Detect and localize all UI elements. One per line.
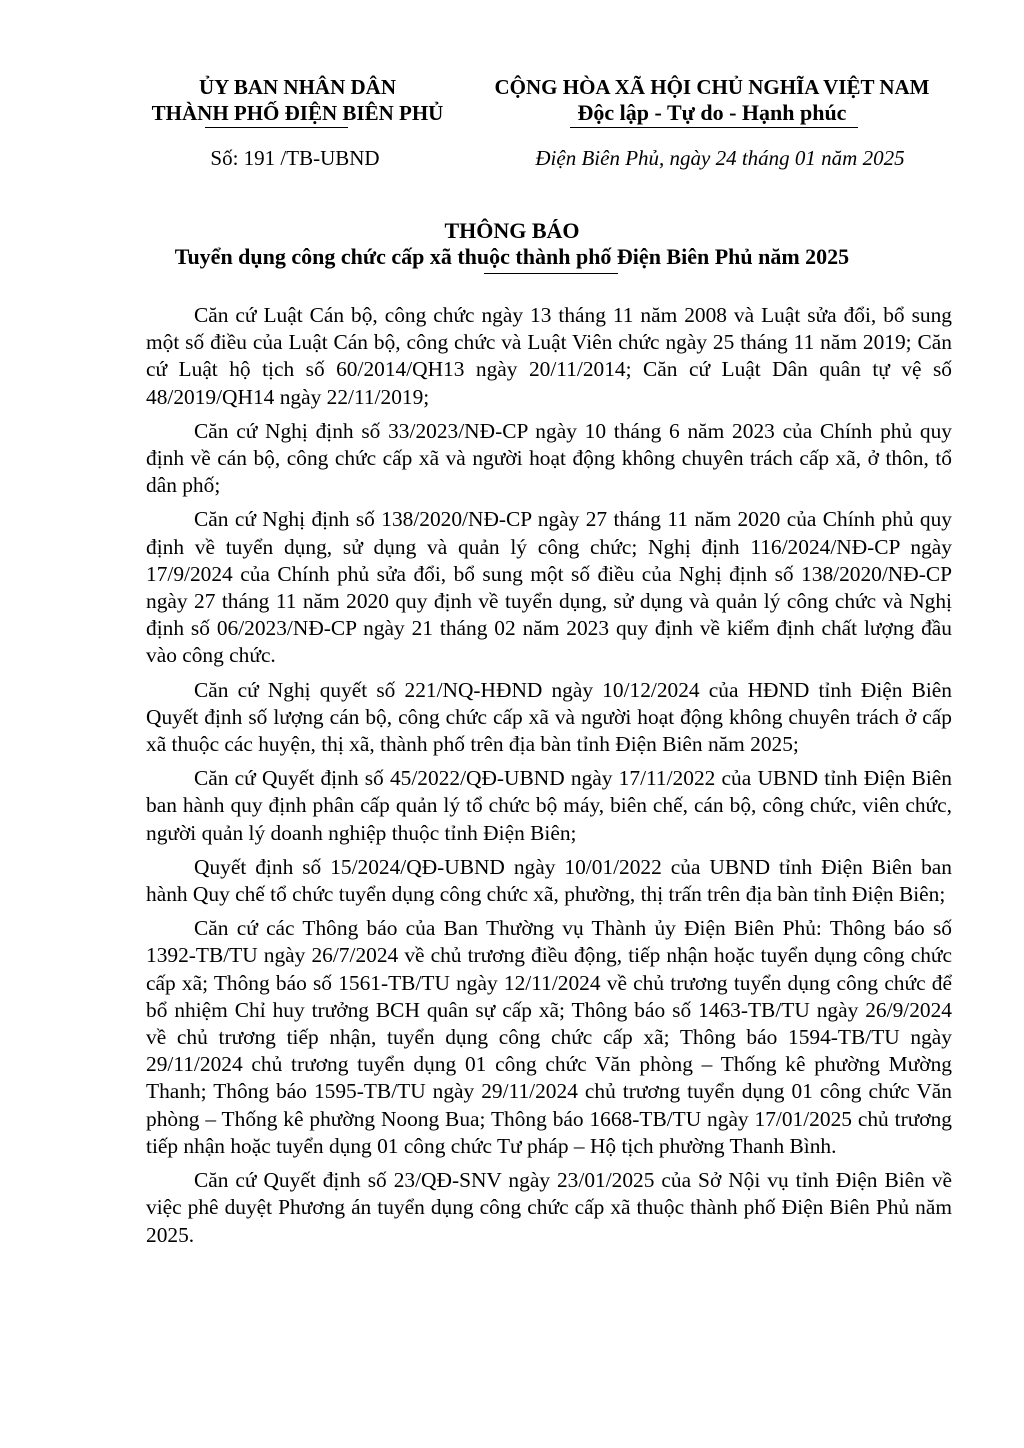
legal-basis-paragraph: Căn cứ Quyết định số 23/QĐ-SNV ngày 23/01/2025 của Sở Nội vụ tỉnh Điện Biên về việc phê duyệt Phương án tuyển dụng công chức cấp xã thuộc thành phố Điện Biên Phủ năm 2025. — [146, 1168, 952, 1247]
title-subject: Tuyển dụng công chức cấp xã thuộc thành phố Điện Biên Phủ năm 2025 — [174, 244, 850, 269]
legal-basis-paragraph: Căn cứ Nghị quyết số 221/NQ-HĐND ngày 10/12/2024 của HĐND tỉnh Điện Biên Quyết định số lượng cán bộ, công chức cấp xã và người hoạt động không chuyên trách ở cấp xã thuộc các huyện, thị xã, thành phố trên địa bàn tỉnh Điện Biên năm 2025; — [146, 677, 952, 757]
motto-underline — [570, 127, 858, 128]
national-heading — [468, 74, 956, 126]
document-number: Số: 191 /TB-UBND — [210, 146, 380, 170]
legal-basis-paragraph: Căn cứ Quyết định số 45/2022/QĐ-UBND ngày 17/11/2022 của UBND tỉnh Điện Biên ban hành quy định phân cấp quản lý tổ chức bộ máy, biên chế, cán bộ, công chức, viên chức, người quản lý doanh nghiệp thuộc tỉnh Điện Biên; — [146, 766, 952, 845]
agency-line-2: THÀNH PHỐ ĐIỆN BIÊN PHỦ — [151, 101, 444, 125]
document-body — [146, 302, 952, 1256]
legal-basis-paragraph: Căn cứ Luật Cán bộ, công chức ngày 13 tháng 11 năm 2008 và Luật sửa đổi, bổ sung một số điều của Luật Cán bộ, công chức và Luật Viên chức ngày 25 tháng 11 năm 2019; Căn cứ Luật hộ tịch số 60/2014/QH13 ngày 20/11/2014; Căn cứ Luật Dân quân tự vệ số 48/2019/QH14 ngày 22/11/2019; — [146, 303, 952, 409]
legal-basis-paragraph: Căn cứ Nghị định số 138/2020/NĐ-CP ngày 27 tháng 11 năm 2020 của Chính phủ quy định về tuyển dụng, sử dụng và quản lý công chức; Nghị định 116/2024/NĐ-CP ngày 17/9/2024 của Chính phủ sửa đổi, bổ sung một số điều của Nghị định số 138/2020/NĐ-CP ngày 27 tháng 11 năm 2020 quy định về tuyển dụng, sử dụng và quản lý công chức và Nghị định số 06/2023/NĐ-CP ngày 21 tháng 02 năm 2023 quy định về kiểm định chất lượng đầu vào công chức. — [146, 507, 952, 668]
title-main: THÔNG BÁO — [444, 218, 580, 243]
agency-line-1: ỦY BAN NHÂN DÂN — [199, 75, 396, 99]
agency-underline — [205, 127, 348, 128]
title-underline — [484, 273, 618, 274]
document-title — [100, 218, 924, 270]
legal-basis-paragraph: Quyết định số 15/2024/QĐ-UBND ngày 10/01/2022 của UBND tỉnh Điện Biên ban hành Quy chế tổ chức tuyển dụng công chức xã, phường, thị trấn trên địa bàn tỉnh Điện Biên; — [146, 854, 952, 907]
issuing-agency — [120, 74, 475, 126]
legal-basis-paragraph: Căn cứ Nghị định số 33/2023/NĐ-CP ngày 10 tháng 6 năm 2023 của Chính phủ quy định về cán bộ, công chức cấp xã và người hoạt động không chuyên trách cấp xã, ở thôn, tổ dân phố; — [146, 418, 952, 498]
place-and-date: Điện Biên Phủ, ngày 24 tháng 01 năm 2025 — [535, 146, 905, 170]
legal-basis-paragraph: Căn cứ các Thông báo của Ban Thường vụ Thành ủy Điện Biên Phủ: Thông báo số 1392-TB/TU ngày 26/7/2024 về chủ trương điều động, tiếp nhận hoặc tuyển dụng công chức cấp xã; Thông báo số 1561-TB/TU ngày 12/11/2024 về chủ trương tuyển dụng công chức để bổ nhiệm Chỉ huy trưởng BCH quân sự cấp xã; Thông báo số 1463-TB/TU ngày 26/9/2024 về chủ trương tiếp nhận, tuyển dụng công chức cấp xã; Thông báo 1594-TB/TU ngày 29/11/2024 chủ trương tuyển dụng 01 công chức Văn phòng – Thống kê phường Mường Thanh; Thông báo 1595-TB/TU ngày 29/11/2024 chủ trương tuyển dụng 01 công chức Văn phòng – Thống kê phường Noong Bua; Thông báo 1668-TB/TU ngày 17/01/2025 chủ trương tiếp nhận hoặc tuyển dụng 01 công chức Tư pháp – Hộ tịch phường Thanh Bình. — [146, 916, 952, 1158]
national-name: CỘNG HÒA XÃ HỘI CHỦ NGHĨA VIỆT NAM — [494, 75, 930, 99]
national-motto: Độc lập - Tự do - Hạnh phúc — [577, 100, 847, 125]
